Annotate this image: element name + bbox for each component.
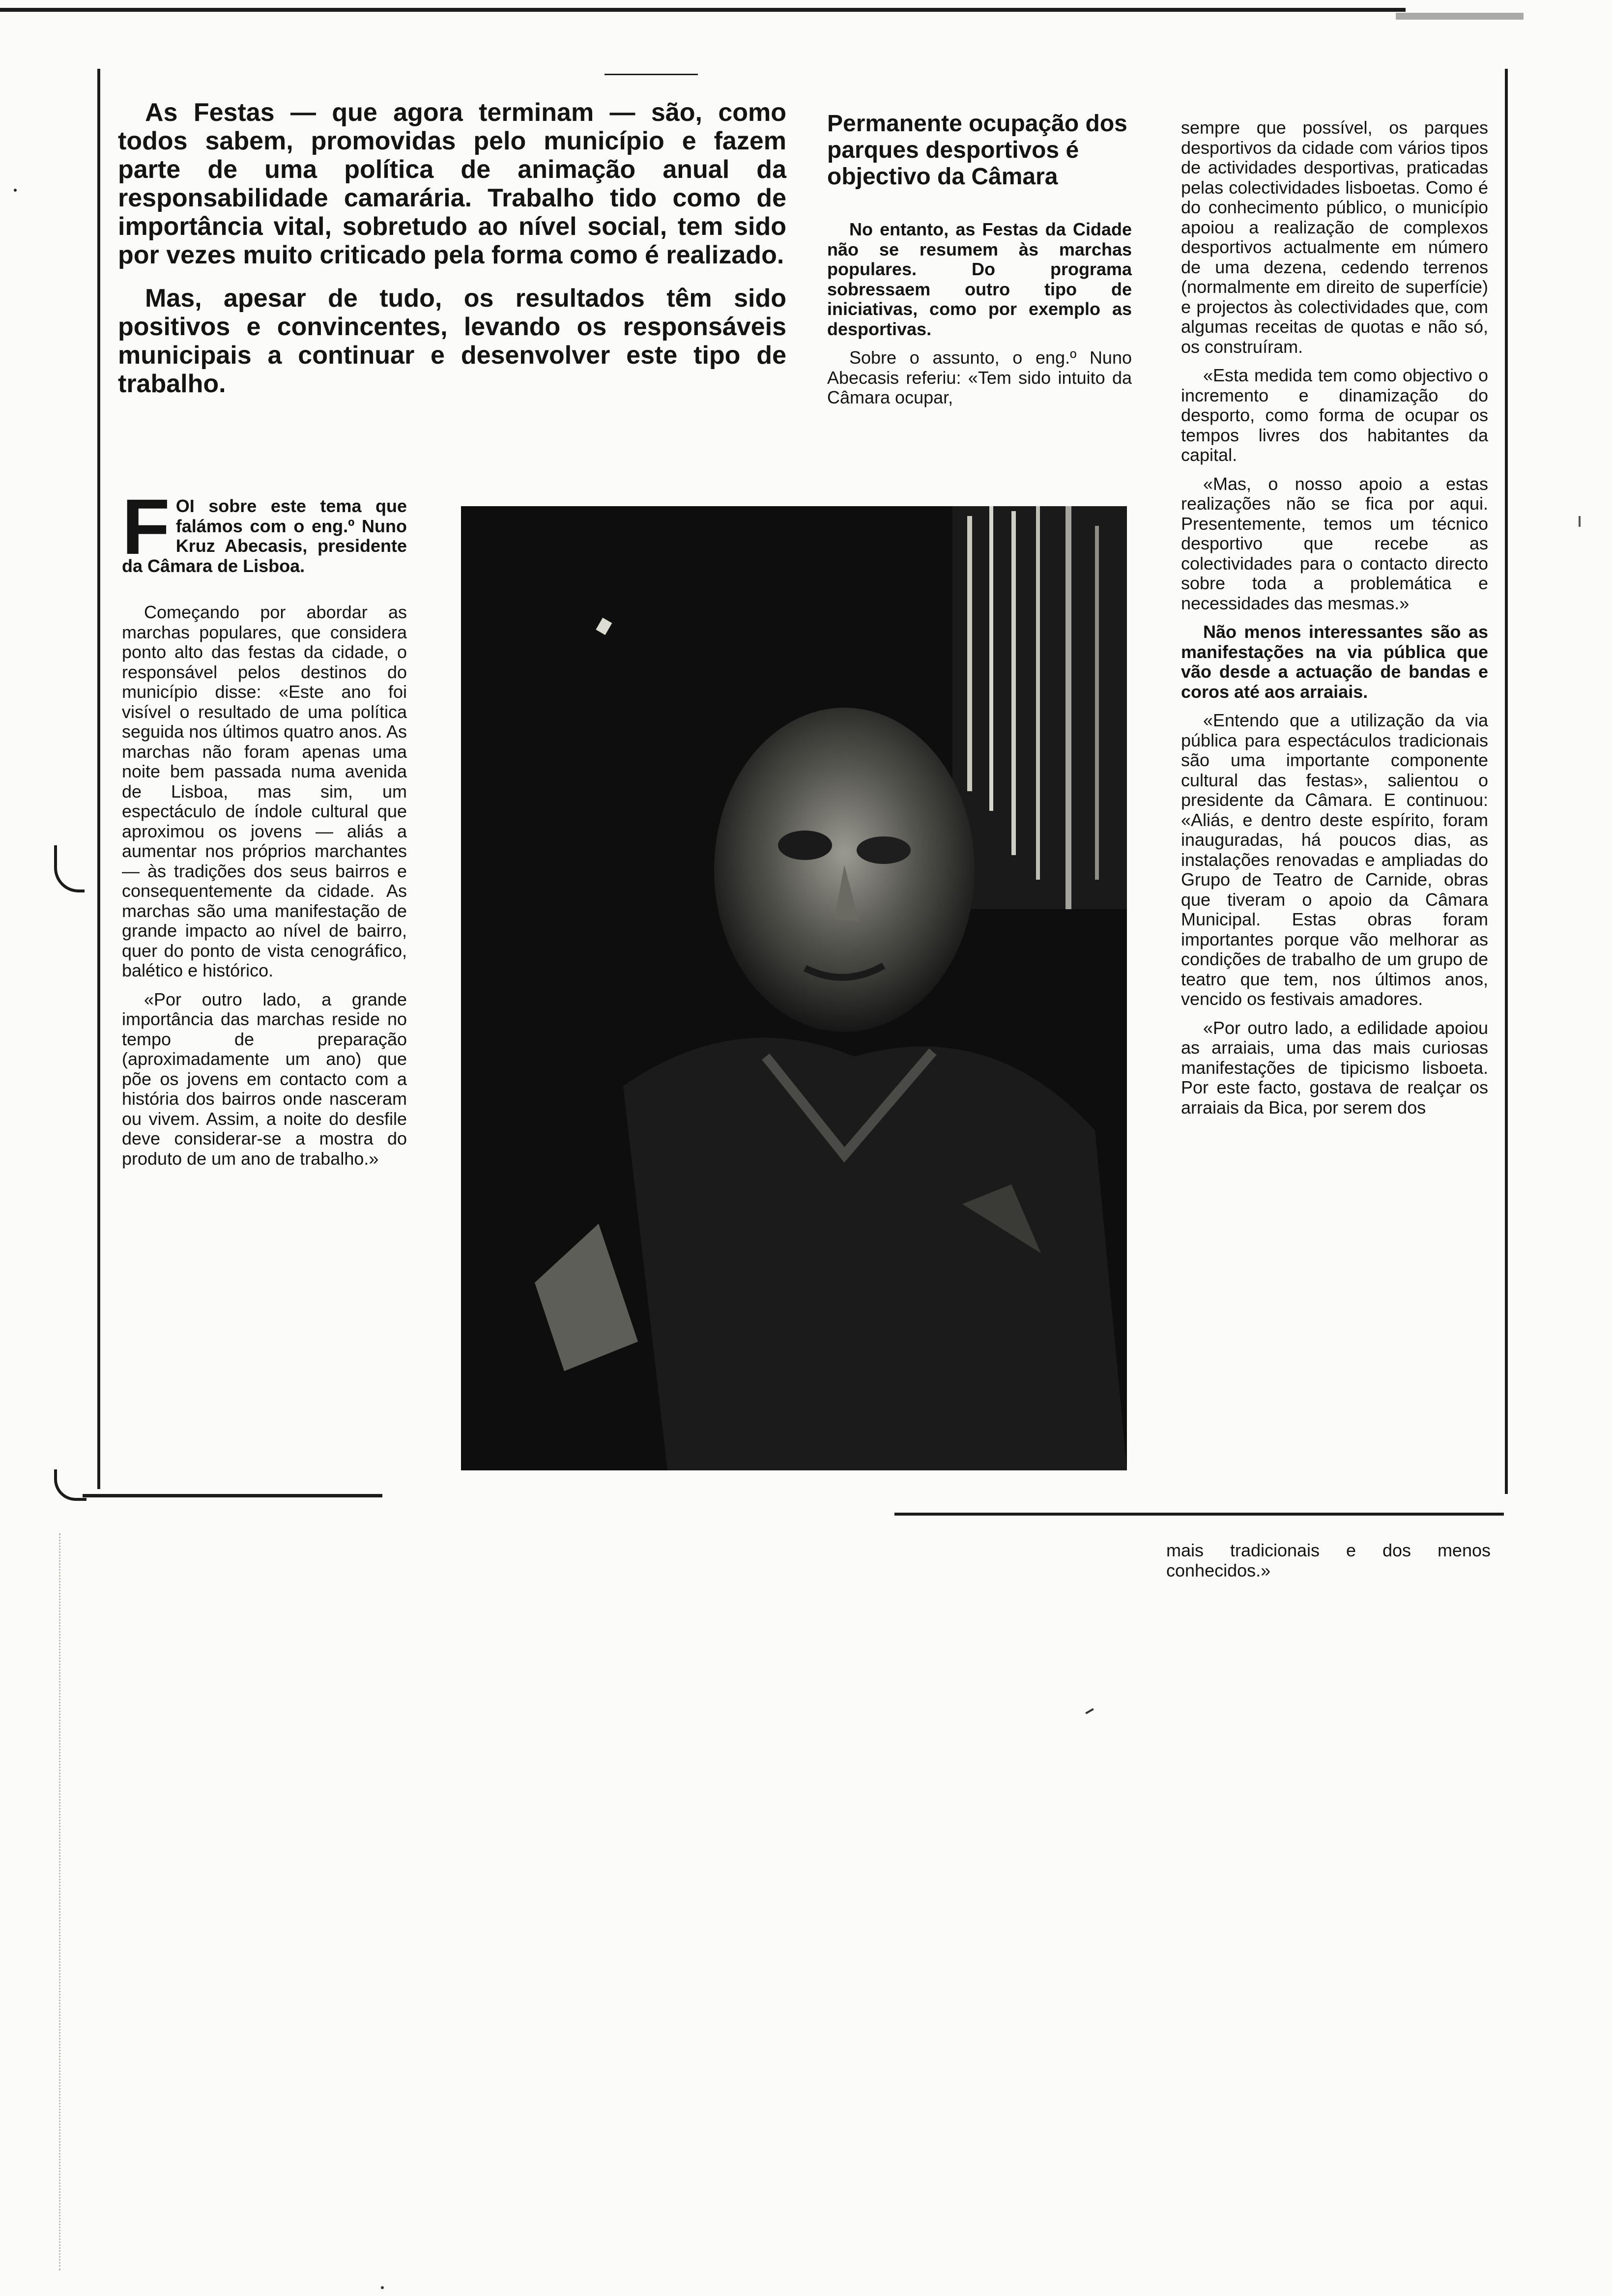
left-edge-dots bbox=[59, 1533, 62, 2270]
speck-2 bbox=[1579, 516, 1581, 527]
continuation-text bbox=[1166, 1541, 1491, 1589]
portrait-photo-graphic bbox=[461, 506, 1127, 1470]
left-bracket-mark bbox=[54, 845, 85, 892]
top-border-rule bbox=[0, 8, 1406, 12]
top-stray-mark bbox=[604, 74, 698, 75]
col4-paragraph-5: «Entendo que a utilização da via pública para espectáculos tradicionais são uma importante componente cultural das festas», salientou o presidente da Câmara. E continuou: «Aliás, e dentro deste espírito, foram inauguradas, há poucos dias, as instalações renovadas e ampliadas do Grupo de Teatro de Carnide, obras que tiveram o apoio da Câmara Municipal. Estas obras foram importantes porque vão melhorar as condições de trabalho de um grupo de teatro que tem, nos últimos anos, vencido os festivais amadores. bbox=[1181, 710, 1488, 1009]
col3-paragraph-2: Sobre o assunto, o eng.º Nuno Abecasis referiu: «Tem sido intuito da Câmara ocupar, bbox=[827, 347, 1132, 407]
col3-paragraph-1: No entanto, as Festas da Cidade não se resumem às marchas populares. Do programa sobressaem outro tipo de iniciativas, como por exemplo as desportivas. bbox=[827, 219, 1132, 339]
col1-paragraph-1: Começando por abordar as marchas populares, que considera ponto alto das festas da cidade, o responsável pelos destinos do município disse: «Este ano foi visível o resultado de uma política seguida nos últimos quatro anos. As marchas não foram apenas uma noite bem passada numa avenida de Lisboa, mas sim, um espectáculo de índole cultural que aproximou os jovens — aliás a aumentar nos próprios marchantes — às tradições dos seus bairros e consequentemente da cidade. As marchas são uma manifestação de grande impacto ao nível de bairro, quer do ponto de vista cenográfico, balético e histórico. bbox=[122, 602, 407, 980]
intro-paragraph bbox=[122, 483, 407, 576]
col1-paragraph-2: «Por outro lado, a grande importância das marchas reside no tempo de preparação (aproximadamente um ano) que põe os jovens em contacto com a história dos bairros onde nasceram ou vivem. Assim, a noite do desfile deve considerar-se a mostra do produto de um ano de trabalho.» bbox=[122, 989, 407, 1169]
lead-paragraph-1: As Festas — que agora terminam — são, como todos sabem, promovidas pelo município e fazem parte de uma política de animação anual da responsabilidade camarária. Trabalho tido como de importância vital, sobretudo ao nível social, tem sido por vezes muito criticado pela forma como é realizado. bbox=[118, 98, 786, 269]
col4-paragraph-6: «Por outro lado, a edilidade apoiou as arraiais, uma das mais curiosas manifestações de tipicismo lisboeta. Por este facto, gostava de realçar os arraiais da Bica, por serem dos bbox=[1181, 1017, 1488, 1118]
right-column-rule bbox=[1505, 69, 1508, 1494]
bottom-right-rule bbox=[894, 1513, 1504, 1516]
intro-text: OI sobre este tema que falámos com o eng.º Nuno Kruz Abecasis, presidente da Câmara de Lisboa. bbox=[122, 496, 407, 576]
col4-paragraph-2: «Esta medida tem como objectivo o incremento e dinamização do desporto, como forma de ocupar os tempos livres dos habitantes da capital. bbox=[1181, 365, 1488, 465]
column-1 bbox=[122, 483, 407, 1177]
column-3 bbox=[827, 111, 1132, 417]
continuation-paragraph: mais tradicionais e dos menos conhecidos.» bbox=[1166, 1540, 1491, 1580]
lead-text bbox=[118, 98, 786, 398]
speck-4 bbox=[381, 2286, 384, 2289]
portrait-photo bbox=[461, 506, 1127, 1470]
left-column-rule bbox=[97, 69, 100, 1489]
col4-paragraph-4: Não menos interessantes são as manifestações na via pública que vão desde a actuação de bandas e coros até aos arraiais. bbox=[1181, 622, 1488, 702]
col3-body bbox=[827, 220, 1132, 408]
lead-paragraph-2: Mas, apesar de tudo, os resultados têm sido positivos e convincentes, levando os responsáveis municipais a continuar e desenvolver este tipo de trabalho. bbox=[118, 284, 786, 398]
column-4 bbox=[1181, 118, 1488, 1126]
bottom-left-rule bbox=[83, 1494, 382, 1497]
col4-paragraph-1: sempre que possível, os parques desportivos da cidade com vários tipos de actividades desportivas, praticadas pelas colectividades lisboetas. Como é do conhecimento público, o município apoiou a realização de complexos desportivos actualmente em número de uma dezena, cedendo terrenos (normalmente em direito de superfície) e projectos às colectividades que, com algumas receitas de quotas e não só, os construíram. bbox=[1181, 117, 1488, 357]
speck-1 bbox=[14, 189, 17, 192]
speck-3 bbox=[1085, 1708, 1094, 1714]
sub-headline: Permanente ocupação dos parques desportivos é objectivo da Câmara bbox=[827, 111, 1127, 190]
col4-paragraph-3: «Mas, o nosso apoio a estas realizações não se fica por aqui. Presentemente, temos um técnico desportivo que recebe as colectividades para o contacto directo sobre toda a problemática e necessidades das mesmas.» bbox=[1181, 473, 1488, 613]
drop-cap: F bbox=[122, 483, 170, 571]
bottom-bracket-mark bbox=[54, 1469, 86, 1501]
top-border-smudge bbox=[1396, 13, 1524, 20]
